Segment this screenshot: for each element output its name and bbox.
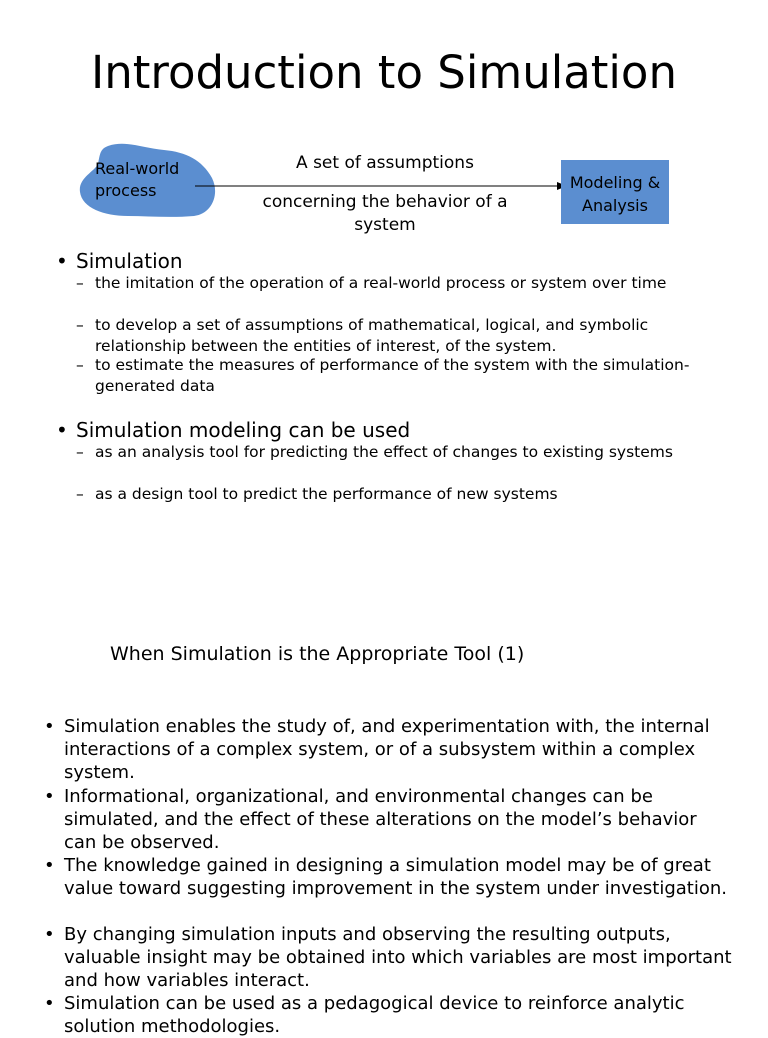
real-world-process-label: Real-world process (95, 159, 180, 200)
dash-icon: – (76, 356, 84, 374)
dash-icon: – (76, 443, 84, 461)
dash-icon: – (76, 485, 84, 503)
list-item-text: The knowledge gained in designing a simulation model may be of great value toward suggesting improvement in the system under investigation. (64, 855, 728, 899)
bullet-icon: • (44, 855, 55, 876)
list-item-text: Simulation can be used as a pedagogical device to reinforce analytic solution methodologies. (64, 993, 685, 1037)
section-heading-text: Simulation (76, 249, 183, 273)
list-item (44, 715, 734, 784)
list-item-text: the imitation of the operation of a real-world process or system over time (95, 274, 667, 292)
dash-icon: – (76, 274, 84, 292)
bullet-icon: • (44, 924, 55, 945)
bullet-icon: • (56, 249, 68, 273)
dash-icon: – (76, 316, 84, 334)
list-item-text: Simulation enables the study of, and experimentation with, the internal interactions of a complex system, or of a subsystem within a complex system. (64, 716, 710, 783)
slide-title: Introduction to Simulation (91, 46, 677, 99)
list-item-text: as an analysis tool for predicting the effect of changes to existing systems (95, 443, 673, 461)
list-item-text: to estimate the measures of performance of the system with the simulation-generated data (95, 356, 690, 395)
list-item-text: Informational, organizational, and environmental changes can be simulated, and the effect of these alterations on the model’s behavior can be observed. (64, 786, 697, 853)
bullet-icon: • (44, 716, 55, 737)
section-heading-modeling-uses (56, 418, 656, 442)
list-item (44, 992, 734, 1038)
slide2-title: When Simulation is the Appropriate Tool (1) (110, 643, 525, 665)
bullet-icon: • (44, 786, 55, 807)
section-heading-simulation (56, 249, 656, 273)
arrow-label-behavior: concerning the behavior of a system (262, 192, 508, 235)
list-item-text: to develop a set of assumptions of mathematical, logical, and symbolic relationship between the entities of interest, of the system. (95, 316, 649, 355)
list-item (76, 442, 716, 463)
list-item (76, 484, 716, 505)
list-item-text: as a design tool to predict the performance of new systems (95, 485, 558, 503)
list-item (76, 355, 716, 396)
list-item (76, 315, 716, 356)
list-item-text: By changing simulation inputs and observing the resulting outputs, valuable insight may be obtained into which variables are most important and how variables interact. (64, 924, 732, 991)
modeling-analysis-label: Modeling & Analysis (569, 173, 661, 215)
bullet-icon: • (44, 993, 55, 1014)
list-item (44, 923, 734, 992)
bullet-icon: • (56, 418, 68, 442)
list-item (44, 854, 734, 900)
list-item (44, 785, 734, 854)
section-heading-text: Simulation modeling can be used (76, 418, 411, 442)
arrow-label-assumptions: A set of assumptions (296, 153, 474, 173)
list-item (76, 273, 716, 294)
